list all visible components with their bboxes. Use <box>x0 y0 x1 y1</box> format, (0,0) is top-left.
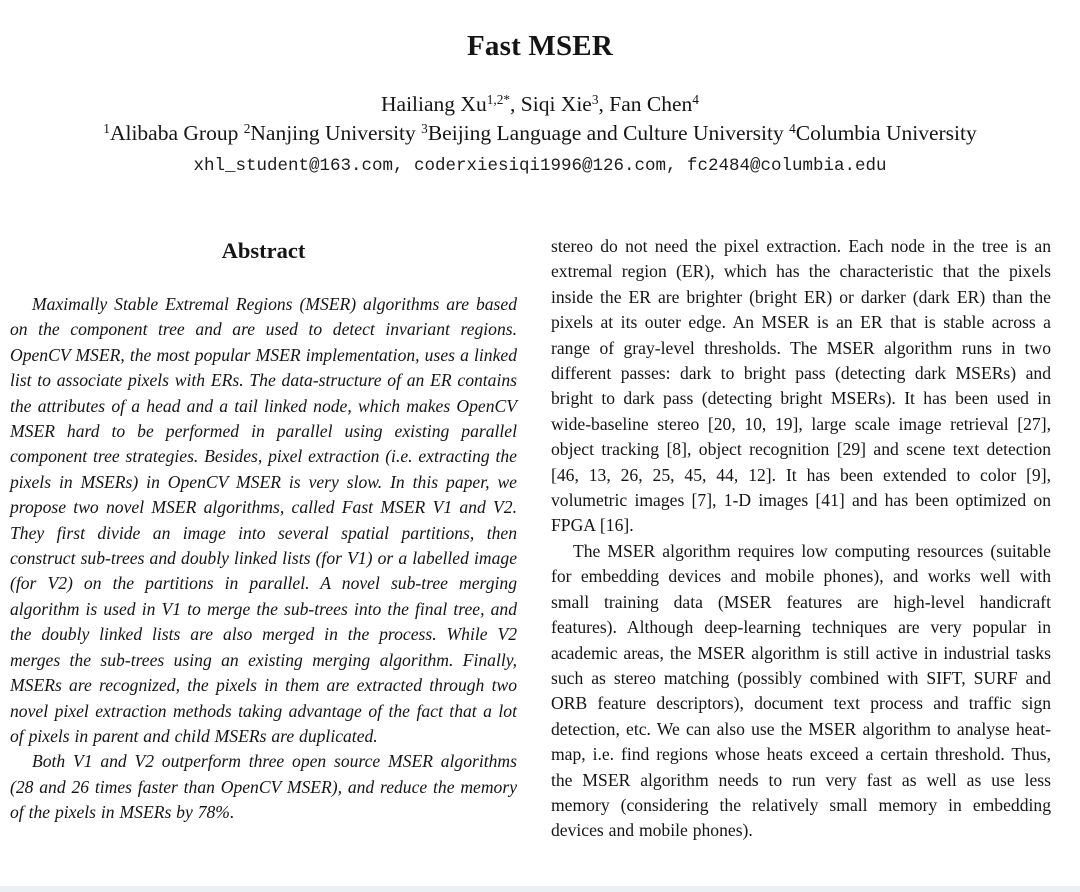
page-title: Fast MSER <box>467 30 613 63</box>
abstract-heading: Abstract <box>221 238 306 263</box>
affiliation-superscript: 2 <box>243 121 251 137</box>
affiliation-name: Nanjing University <box>250 121 416 145</box>
emails-line: xhl_student@163.com, coderxiesiqi1996@126.com, fc2484@columbia.edu <box>193 156 887 176</box>
abstract-paragraph: Maximally Stable Extremal Regions (MSER) algorithms are based on the component tree and are used to detect invariant regions. OpenCV MSER, the most popular MSER implementation, uses a linked list to associate pixels with ERs. The data-structure of an ER contains the attributes of a head and a tail linked node, which makes OpenCV MSER hard to be performed in parallel using existing parallel component tree strategies. Besides, pixel extraction (i.e. extracting the pixels in MSERs) in OpenCV MSER is very slow. In this paper, we propose two novel MSER algorithms, called Fast MSER V1 and V2. They first divide an image into several spatial partitions, then construct sub-trees and doubly linked lists (for V1) or a labelled image (for V2) on the partitions in parallel. A novel sub-tree merging algorithm is used in V1 to merge the sub-trees into the final tree, and the doubly linked lists are also merged in the process. While V2 merges the sub-trees using an existing merging algorithm. Finally, MSERs are recognized, the pixels in them are extracted through two novel pixel extraction methods taking advantage of the fact that a lot of pixels in parent and child MSERs are duplicated. <box>10 294 517 746</box>
affiliations-line <box>0 121 1080 146</box>
affiliation-name: Beijing Language and Culture University <box>427 121 784 145</box>
author-name: Fan Chen <box>609 92 693 116</box>
affiliation-superscript: 1 <box>103 121 110 137</box>
abstract-body <box>10 292 517 826</box>
abstract-paragraph: Both V1 and V2 outperform three open source MSER algorithms (28 and 26 times faster than OpenCV MSER), and reduce the memory of the pixels in MSERs by 78%. <box>10 751 517 823</box>
author-name: Siqi Xie <box>520 92 592 116</box>
column-right <box>551 234 1051 844</box>
author-affiliation-superscript: 4 <box>692 92 699 108</box>
author-affiliation-superscript: 3 <box>591 92 599 108</box>
page-bottom-edge <box>0 886 1080 892</box>
affiliation-superscript: 3 <box>421 121 428 137</box>
authors-line: Hailiang $Xu^{1,2*}$, Siqi Xie$^3$, Fan Chen$^4$ <box>381 92 699 116</box>
author-name: Hailiang Xu <box>381 92 487 116</box>
column-left <box>10 240 517 826</box>
affiliation-name: Columbia University <box>795 121 977 145</box>
author-affiliation-superscript: 1,2* <box>486 92 511 108</box>
body-paragraph: stereo do not need the pixel extraction. Each node in the tree is an extremal region (ER), which has the characteristic that the pixels inside the ER are brighter (bright ER) or darker (dark ER) than the pixels at its outer edge. An MSER is an ER that is stable across a range of gray-level thresholds. The MSER algorithm runs in two different passes: dark to bright pass (detecting dark MSERs) and bright to dark pass (detecting bright MSERs). It has been used in wide-baseline stereo [20, 10, 19], large scale image retrieval [27], object tracking [8], object recognition [29] and scene text detection [46, 13, 26, 25, 45, 44, 12]. It has been extended to color [9], volumetric images [7], 1-D images [41] and has been optimized on FPGA [16]. <box>551 236 1051 536</box>
affiliation-name: Alibaba Group <box>109 121 239 145</box>
body-paragraph: The MSER algorithm requires low computing resources (suitable for embedding devices and mobile phones), and works well with small training data (MSER features are high-level handicraft features). Although deep-learning techniques are very popular in academic areas, the MSER algorithm is still active in industrial tasks such as stereo matching (possibly combined with SIFT, SURF and ORB feature descriptors), document text process and traffic sign detection, etc. We can also use the MSER algorithm to analyse heat-map, i.e. find regions whose heats exceed a certain threshold. Thus, the MSER algorithm needs to run very fast as well as use less memory (considering the relatively small memory in embedding devices and mobile phones). <box>551 540 1051 841</box>
affiliation-superscript: 4 <box>789 121 796 137</box>
